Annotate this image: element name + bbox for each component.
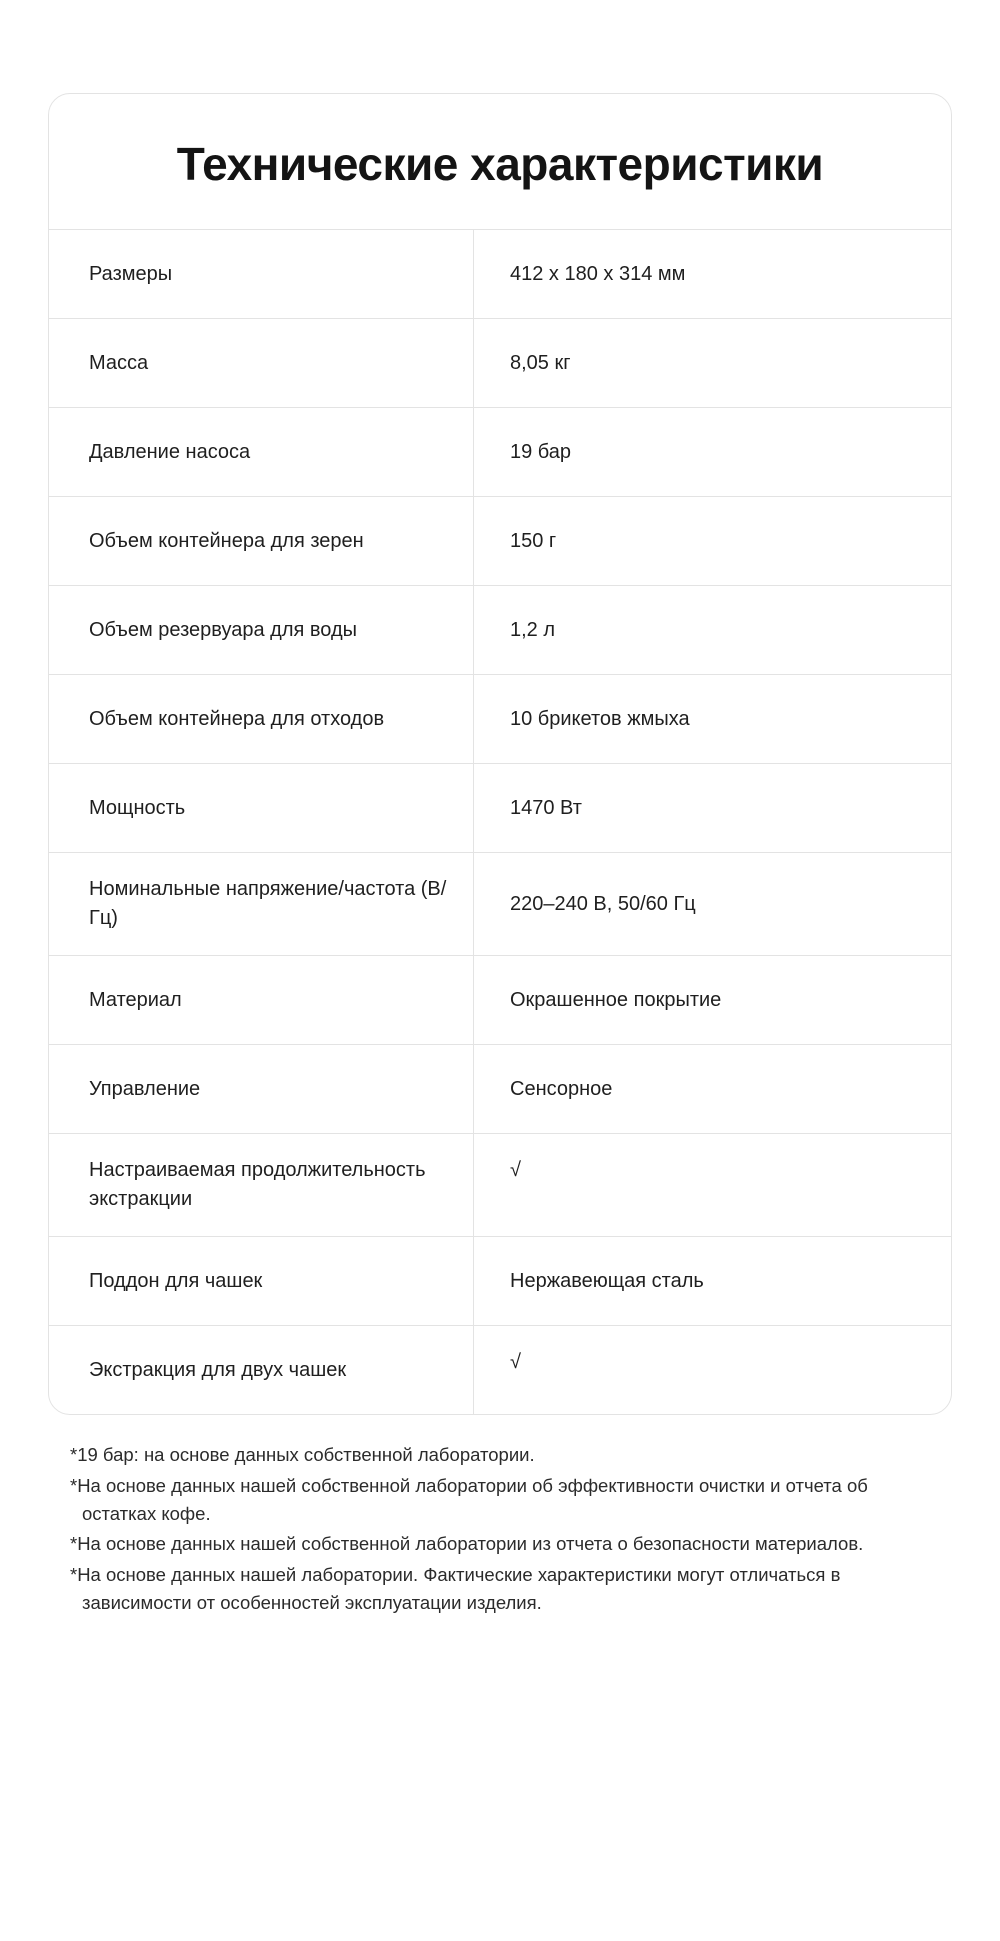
footnote-item: *На основе данных нашей собственной лаборатории об эффективности очистки и отчета об остатках кофе. [70, 1474, 868, 1524]
spec-value: 412 x 180 x 314 мм [510, 262, 686, 285]
footnote-item: *На основе данных нашей лаборатории. Фактические характеристики могут отличаться в зависимости от особенностей эксплуатации изделия. [70, 1564, 841, 1613]
spec-label: Настраиваемая продолжительность экстракции [49, 1134, 474, 1237]
table-row [49, 956, 951, 1045]
specifications-table [49, 230, 951, 1414]
spec-value: 1470 Вт [510, 796, 582, 819]
spec-label: Объем контейнера для зерен [49, 497, 474, 586]
spec-label: Объем контейнера для отходов [49, 675, 474, 764]
table-row [49, 1045, 951, 1134]
spec-value: 8,05 кг [510, 351, 571, 374]
spec-value: 220–240 В, 50/60 Гц [510, 892, 696, 915]
specifications-card [48, 93, 952, 1415]
table-row [49, 1134, 951, 1237]
spec-value: 19 бар [510, 440, 572, 463]
spec-label: Размеры [49, 230, 474, 319]
table-row [49, 1237, 951, 1326]
spec-value: 150 г [510, 529, 557, 552]
spec-label: Поддон для чашек [49, 1237, 474, 1326]
spec-label: Номинальные напряжение/частота (В/Гц) [49, 853, 474, 956]
footnote-item: *19 бар: на основе данных собственной лаборатории. [70, 1444, 535, 1466]
spec-label: Мощность [49, 764, 474, 853]
footnote-item: *На основе данных нашей собственной лаборатории из отчета о безопасности материалов. [70, 1533, 864, 1555]
table-row [49, 497, 951, 586]
spec-value: 1,2 л [510, 618, 556, 641]
spec-label: Объем резервуара для воды [49, 586, 474, 675]
spec-label: Материал [49, 956, 474, 1045]
table-row [49, 1326, 951, 1415]
spec-label: Экстракция для двух чашек [49, 1326, 474, 1415]
table-row [49, 586, 951, 675]
table-row [49, 230, 951, 319]
spec-value: Окрашенное покрытие [510, 988, 722, 1011]
table-row [49, 319, 951, 408]
spec-value: 10 брикетов жмыха [510, 707, 690, 730]
footnotes [48, 1441, 952, 1617]
spec-value-check-icon: √ [510, 1351, 521, 1374]
table-row [49, 675, 951, 764]
spec-value-check-icon: √ [510, 1159, 521, 1182]
spec-label: Масса [49, 319, 474, 408]
table-row [49, 408, 951, 497]
spec-value: Сенсорное [510, 1077, 613, 1100]
spec-value: Нержавеющая сталь [510, 1269, 704, 1292]
specifications-table-body [49, 230, 951, 1414]
table-row [49, 853, 951, 956]
table-row [49, 764, 951, 853]
spec-label: Управление [49, 1045, 474, 1134]
page-title: Технические характеристики [49, 94, 951, 230]
spec-label: Давление насоса [49, 408, 474, 497]
